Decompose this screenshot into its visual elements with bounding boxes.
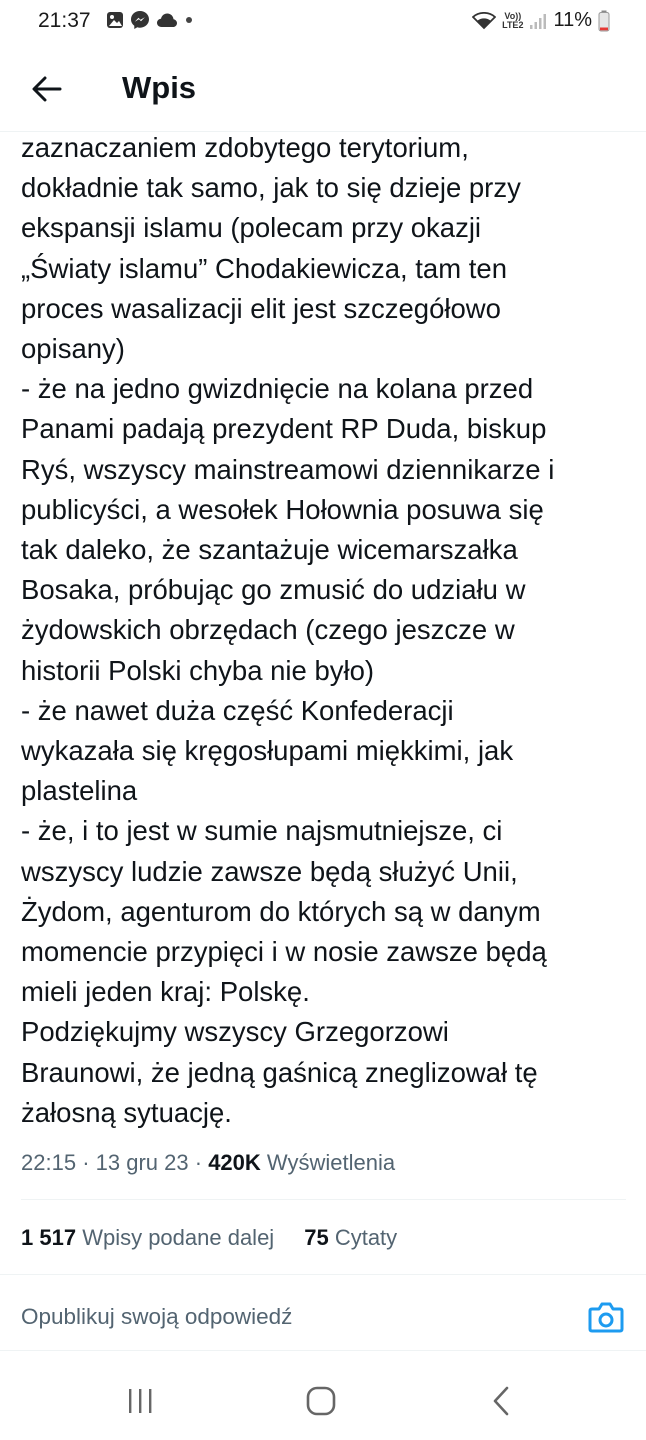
post-line: historii Polski chyba nie było) [21,654,375,686]
post-line: żałosną sytuację. [21,1096,232,1128]
reposts-link[interactable] [21,1225,274,1251]
back-button[interactable] [24,66,70,112]
divider [21,1199,626,1200]
post-line: proces wasalizacji elit jest szczegółowo [21,292,501,324]
notification-icons [106,10,194,30]
reply-input[interactable]: Opublikuj swoją odpowiedź [21,1304,293,1329]
home-icon [306,1386,336,1416]
post-line: Braunowi, że jedną gaśnicą zneglizował tę [21,1056,538,1088]
arrow-left-icon [32,76,62,102]
post-line: Bosaka, próbując go zmusić do udziału w [21,574,526,606]
post-line: Podziękujmy wszyscy Grzegorzowi [21,1016,449,1048]
post-line: publicyści, a wesołek Hołownia posuwa się [21,493,544,525]
post-line: wykazała się kręgosłupami miękkimi, jak [21,735,514,767]
status-right [472,9,610,32]
chevron-left-icon [490,1386,512,1416]
post-line: - że na jedno gwizdnięcie na kolana przed [21,373,534,405]
camera-button[interactable] [588,1300,624,1336]
dot-icon [184,15,194,25]
lte-indicator: Vo)) LTE2 [502,10,524,30]
home-button[interactable] [306,1386,336,1421]
status-bar [0,0,646,44]
post-line: tak daleko, że szantażuje wicemarszałka [21,534,518,566]
post-line: dokładnie tak samo, jak to się dzieje przy [21,172,521,204]
post-meta [21,1150,395,1176]
post-body [21,128,633,1133]
post-line: mieli jeden kraj: Polskę. [21,976,310,1008]
post-line: „Światy islamu” Chodakiewicza, tam ten [21,252,508,284]
post-line: ekspansji islamu (polecam przy okazji [21,212,482,244]
meta-separator: · [82,1150,90,1175]
post-time[interactable]: 22:15 [21,1150,77,1175]
reposts-count: 1 517 [21,1225,77,1250]
post-line: - że, i to jest w sumie najsmutniejsze, ci [21,815,503,847]
messenger-icon [130,10,150,30]
divider [0,1274,646,1275]
post-line: zaznaczaniem zdobytego terytorium, [21,132,469,163]
camera-icon [588,1300,624,1334]
cloud-icon [156,12,178,28]
post-line: Panami padają prezydent RP Duda, biskup [21,413,547,445]
post-line: plastelina [21,775,138,807]
quotes-count: 75 [304,1225,329,1250]
recents-button[interactable] [126,1388,154,1419]
quotes-link[interactable] [304,1225,397,1251]
battery-level: 11% [553,9,592,31]
quotes-label: Cytaty [334,1225,398,1250]
post-line: wszyscy ludzie zawsze będą służyć Unii, [21,855,518,887]
reposts-label: Wpisy podane dalej [82,1225,275,1250]
recents-icon [126,1388,154,1414]
post-line: - że nawet duża część Konfederacji [21,694,454,726]
wifi-icon [472,12,496,30]
status-time: 21:37 [38,9,91,32]
system-back-button[interactable] [490,1386,512,1421]
system-nav-bar [0,1360,646,1440]
gallery-icon [106,11,124,29]
meta-separator: · [194,1150,203,1175]
post-line: opisany) [21,333,125,365]
post-line: żydowskich obrzędach (czego jeszcze w [21,614,515,646]
post-line: momencie przypięci i w nosie zawsze będą [21,936,547,968]
post-stats [21,1225,397,1251]
views-count: 420K [208,1150,261,1175]
reply-composer[interactable] [0,1290,646,1350]
post-date[interactable]: 13 gru 23 [95,1150,189,1175]
post-line: Ryś, wszyscy mainstreamowi dziennikarze i [21,453,555,485]
page-title: Wpis [122,70,197,105]
post-line: Żydom, agenturom do których są w danym [21,895,541,927]
signal-icon [529,12,547,30]
divider [0,1350,646,1351]
battery-icon [598,10,610,32]
top-app-bar [0,44,646,132]
views-label: Wyświetlenia [266,1150,396,1175]
